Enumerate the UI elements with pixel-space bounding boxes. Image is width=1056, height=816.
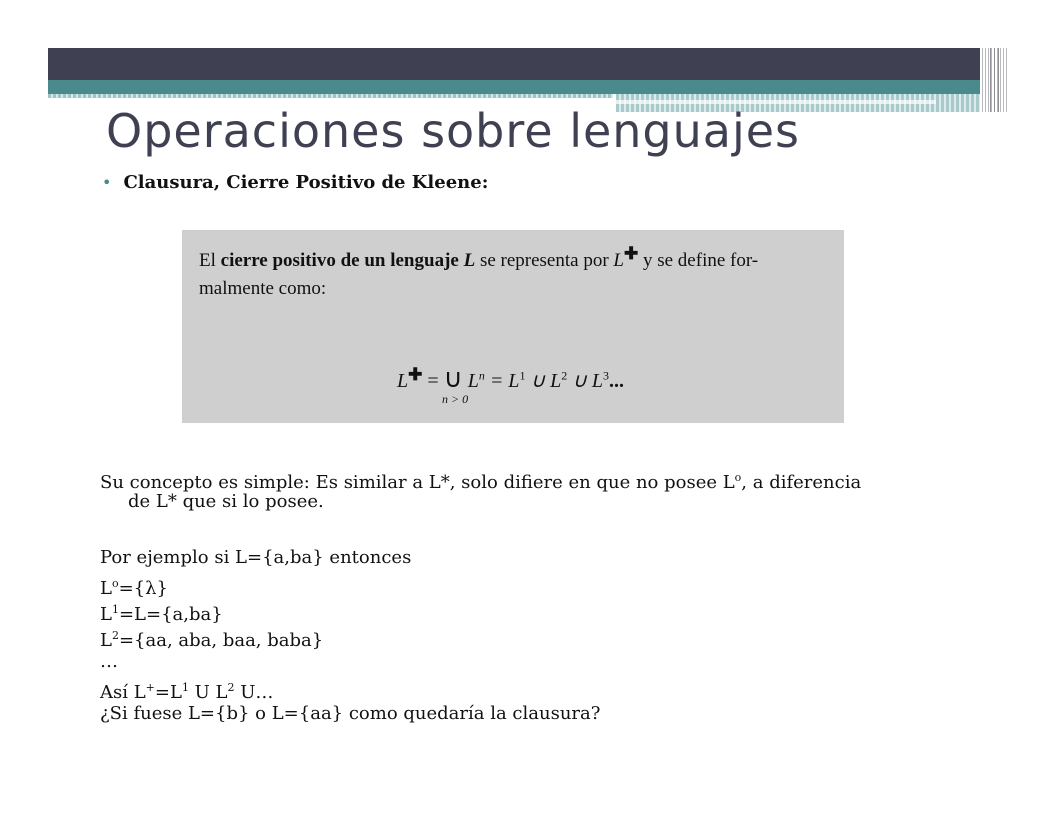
def-suffix: y se define for- [638,250,759,271]
def-sym: L [613,250,624,271]
formula-eq: = [422,370,444,392]
def-mid: se representa por [475,250,614,271]
formula-l1: = L [484,370,520,392]
asi-sup-plus: + [145,681,155,694]
formula-lhs: L [397,370,409,392]
formula-exp-2: 2 [561,368,568,383]
header-stripe-left [48,94,613,98]
ex-l0-base: L [100,578,112,599]
bullet-dot-icon: • [102,173,112,192]
bullet-text: Clausura, Cierre Positivo de Kleene: [123,172,489,193]
paragraph-text-end: , a diferencia [741,472,862,493]
asi-sup-1: 1 [181,681,189,694]
union-symbol: ∪ [443,364,463,393]
formula-exp-n: n [478,368,485,383]
ex-l2-base: L [100,630,112,651]
ex-l1-base: L [100,604,112,625]
asi-mid: =L [154,682,182,703]
formula-exp-1: 1 [519,368,526,383]
def-bold-term: cierre positivo de un lenguaje [220,250,464,271]
example-ellipsis: … [100,651,118,672]
def-var: L [463,250,476,271]
asi-sup-2: 2 [227,681,235,694]
asi-end: U… [234,682,274,703]
bullet-item [102,172,488,193]
formula-l3: ∪ L [567,370,603,392]
slide-title: Operaciones sobre lenguajes [106,104,801,158]
example-l0 [100,572,168,601]
asi-prefix: Así L [100,682,146,703]
formula-l2: ∪ L [525,370,562,392]
header-edge-lines-dark [990,48,1002,112]
example-l1 [100,598,223,627]
definition-image [182,230,844,423]
header-teal-band [48,80,980,94]
formula-exp-3: 3 [602,368,609,383]
paragraph-text: Su concepto es simple: Es similar a L*, solo difiere en que no posee L [100,472,735,493]
definition-line-1 [199,244,758,272]
ex-l0-sup: o [111,577,119,590]
paragraph-line-2: de L* que si lo posee. [128,491,324,512]
ex-l1-val: =L={a,ba} [118,604,223,625]
ex-l1-sup: 1 [111,603,119,616]
def-prefix: El [199,250,221,271]
question-line: ¿Si fuese L={b} o L={aa} como quedaría la clausura? [100,703,601,724]
formula-plus-symbol: ✚ [408,365,423,384]
ex-l2-val: ={aa, aba, baa, baba} [118,630,324,651]
ex-l2-sup: 2 [111,629,119,642]
def-plus-symbol: ✚ [623,244,639,263]
ex-l0-val: ={λ} [118,578,168,599]
example-l2 [100,624,323,653]
example-intro: Por ejemplo si L={a,ba} entonces [100,547,412,568]
formula-rhs: L [467,370,479,392]
header-banner [48,48,980,80]
definition-formula [397,364,624,394]
formula-dots: ... [608,370,624,392]
paragraph-sup: o [734,471,742,484]
definition-line-2: malmente como: [199,278,327,299]
formula-union-index: n > 0 [442,392,469,406]
example-conclusion [100,676,273,705]
asi-union: U L [188,682,228,703]
